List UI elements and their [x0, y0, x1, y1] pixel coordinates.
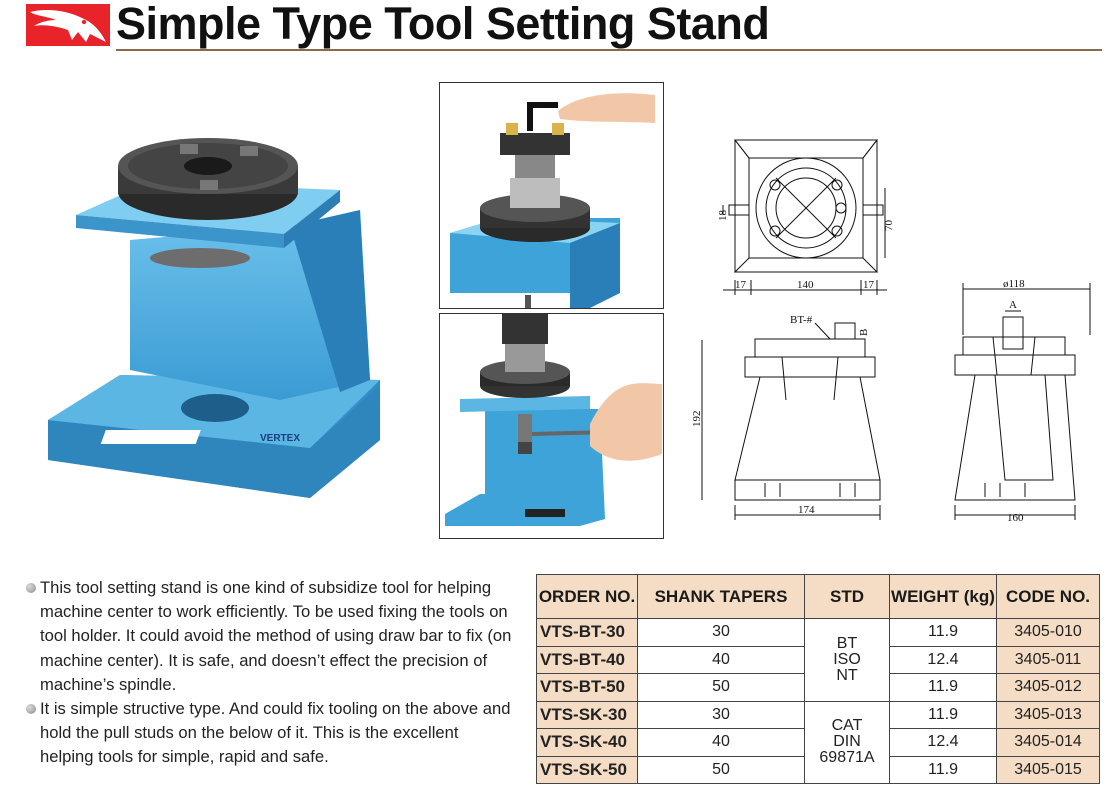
label-a: A — [1009, 299, 1017, 311]
usage-photo-top — [439, 82, 664, 309]
dim-18: 18 — [717, 210, 729, 221]
title-divider — [116, 49, 1102, 51]
std-value: NT — [836, 666, 858, 684]
header-shank-tapers: SHANK TAPERS — [638, 575, 805, 619]
brand-logo — [26, 4, 110, 46]
stand-product-photo — [40, 130, 390, 505]
top-view-drawing — [715, 130, 895, 305]
code-no: 3405-011 — [997, 646, 1100, 674]
weight: 11.9 — [890, 701, 997, 729]
shank-taper: 50 — [638, 674, 805, 702]
bullet-icon — [26, 704, 36, 714]
header-code-no: CODE NO. — [997, 575, 1100, 619]
weight: 11.9 — [890, 619, 997, 647]
spec-table — [536, 574, 1100, 784]
order-no: VTS-SK-50 — [537, 756, 638, 784]
code-no: 3405-015 — [997, 756, 1100, 784]
usage-photo-bottom — [439, 313, 664, 539]
order-no: VTS-BT-40 — [537, 646, 638, 674]
shank-taper: 30 — [638, 619, 805, 647]
shank-taper: 50 — [638, 756, 805, 784]
shank-taper: 40 — [638, 729, 805, 757]
weight: 12.4 — [890, 729, 997, 757]
table-row — [537, 701, 1100, 729]
side-view-drawing — [945, 275, 1100, 525]
usage-photo-bottom-art — [440, 314, 663, 538]
dim-174: 174 — [798, 504, 815, 516]
order-no: VTS-BT-30 — [537, 619, 638, 647]
weight: 11.9 — [890, 756, 997, 784]
dim-right: 17 — [863, 279, 874, 291]
description-bullet: This tool setting stand is one kind of subsidize tool for helping machine center to work efficiently. To be used fixing the tools on tool holder. It could avoid the method of using draw bar to fix (on machine center). It is safe, and doesn’t effect the precision of machine’s spindle. — [26, 576, 516, 697]
label-bt: BT-# — [790, 314, 813, 326]
order-no: VTS-SK-30 — [537, 701, 638, 729]
code-no: 3405-013 — [997, 701, 1100, 729]
std-group-cat — [805, 701, 890, 784]
dim-70: 70 — [883, 220, 895, 231]
std-value: ISO — [833, 650, 861, 668]
header-std: STD — [805, 575, 890, 619]
description-list — [26, 576, 516, 770]
order-no: VTS-SK-40 — [537, 729, 638, 757]
dim-192: 192 — [691, 410, 703, 427]
table-row — [537, 619, 1100, 647]
std-group-bt — [805, 619, 890, 702]
dim-left: 17 — [735, 279, 746, 291]
page-title: Simple Type Tool Setting Stand — [116, 0, 770, 49]
nameplate-text: VERTEX — [260, 433, 301, 444]
bullet-icon — [26, 583, 36, 593]
usage-photo-top-art — [440, 83, 663, 308]
table-header-row — [537, 575, 1100, 619]
order-no: VTS-BT-50 — [537, 674, 638, 702]
code-no: 3405-010 — [997, 619, 1100, 647]
dim-center: 140 — [797, 279, 814, 291]
code-no: 3405-014 — [997, 729, 1100, 757]
std-value: 69871A — [819, 749, 875, 767]
weight: 12.4 — [890, 646, 997, 674]
std-value: CAT — [831, 717, 863, 735]
header-weight: WEIGHT (kg) — [890, 575, 997, 619]
front-view-drawing — [690, 305, 895, 525]
weight: 11.9 — [890, 674, 997, 702]
label-b: B — [858, 328, 870, 336]
header-order-no: ORDER NO. — [537, 575, 638, 619]
shank-taper: 40 — [638, 646, 805, 674]
std-value: DIN — [833, 733, 861, 751]
std-value: BT — [836, 634, 858, 652]
dim-160: 160 — [1007, 512, 1024, 524]
description-bullet: It is simple structive type. And could fix tooling on the above and hold the pull studs on the below of it. This is the excellent helping tools for simple, rapid and safe. — [26, 697, 516, 770]
shank-taper: 30 — [638, 701, 805, 729]
label-phi: ø118 — [1003, 278, 1025, 290]
code-no: 3405-012 — [997, 674, 1100, 702]
